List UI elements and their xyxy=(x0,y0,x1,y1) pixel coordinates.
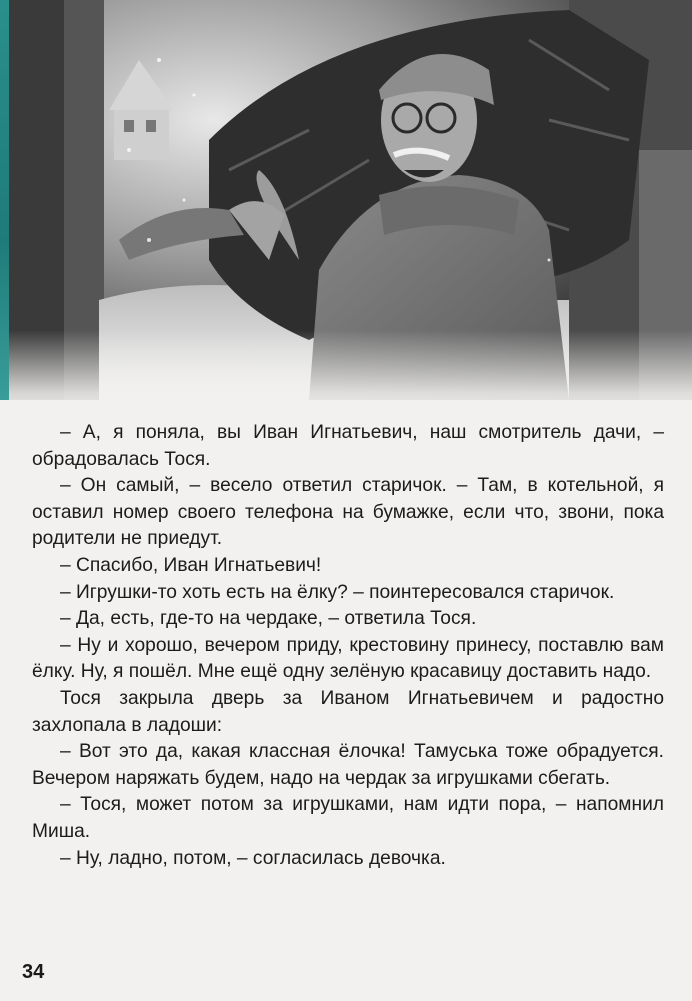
paragraph: – Игрушки-то хоть есть на ёлку? – поинтересовался старичок. xyxy=(60,581,615,603)
paragraph: – Спасибо, Иван Игнатьевич! xyxy=(60,554,322,576)
illustration-fade xyxy=(9,330,692,420)
page-number: 34 xyxy=(22,961,45,983)
paragraph: – Вот это да, какая классная ёлочка! Тамуська тоже обрадуется. Вечером наряжать будем, надо на чердак за игрушками сбегать. xyxy=(32,741,664,789)
paragraph: – Ну и хорошо, вечером приду, крестовину принесу, поставлю вам ёлку. Ну, я пошёл. Мне ещё одну зелёную красавицу доставить надо. xyxy=(32,634,664,683)
story-text xyxy=(32,420,664,872)
paragraph: Тося закрыла дверь за Иваном Игнатьевичем и радостно захлопала в ладоши: xyxy=(32,687,664,736)
paragraph: – Ну, ладно, потом, – согласилась девочка. xyxy=(60,847,446,869)
teal-edge-stripe xyxy=(0,0,9,400)
paragraph: – Тося, может потом за игрушками, нам идти пора, – напомнил Миша. xyxy=(32,794,664,842)
paragraph: – Да, есть, где-то на чердаке, – ответила Тося. xyxy=(60,608,477,630)
paragraph: – Он самый, – весело ответил старичок. – Там, в котельной, я оставил номер своего телефона на бумажке, если что, звони, пока родители не приедут. xyxy=(32,475,664,550)
paragraph: – А, я поняла, вы Иван Игнатьевич, наш смотритель дачи, – обрадовалась Тося. xyxy=(32,422,664,470)
